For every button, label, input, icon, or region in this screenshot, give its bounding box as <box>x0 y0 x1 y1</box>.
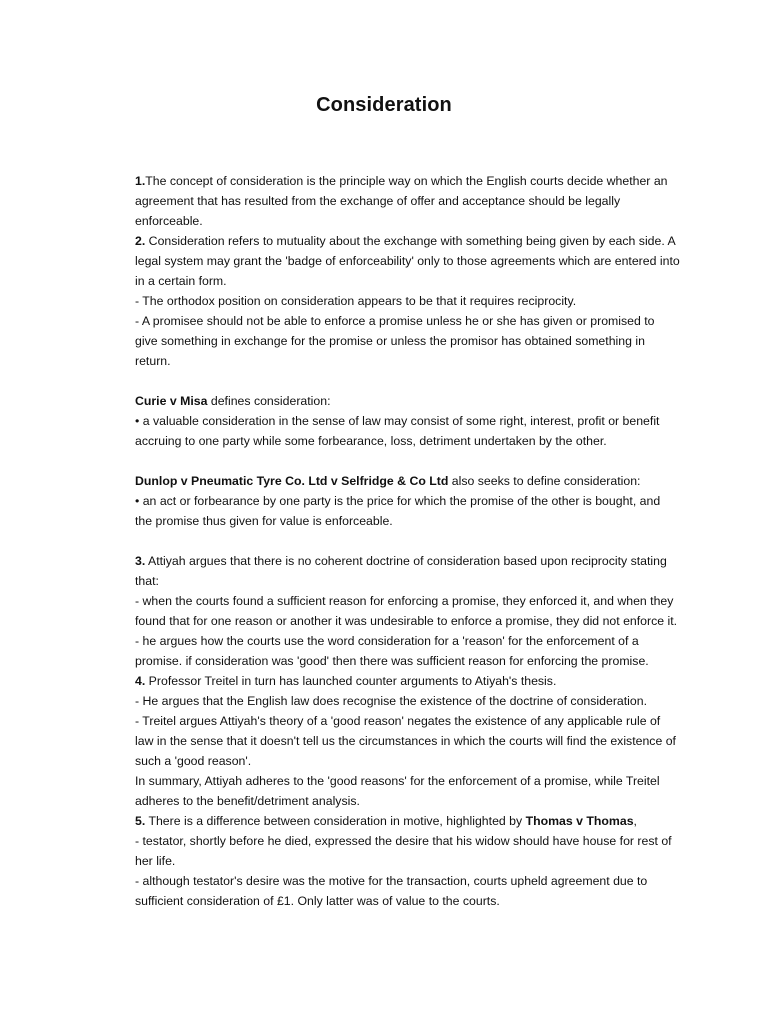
dash-line: - The orthodox position on consideration appears to be that it requires reciprocity. <box>135 294 577 308</box>
paragraph-2 <box>135 231 680 291</box>
paragraph-text: The concept of consideration is the principle way on which the English courts decide whether an agreement that has resulted from the exchange of offer and acceptance should be legally enforceable. <box>135 174 668 228</box>
case-name: Thomas v Thomas <box>525 814 634 828</box>
case-name: Dunlop v Pneumatic Tyre Co. Ltd v Selfridge & Co Ltd <box>135 474 449 488</box>
summary-line: In summary, Attiyah adheres to the 'good reasons' for the enforcement of a promise, while Treitel adheres to the benefit/detriment analysis. <box>135 774 660 808</box>
dash-line: - He argues that the English law does recognise the existence of the doctrine of consideration. <box>135 694 647 708</box>
paragraph-text: There is a difference between consideration in motive, highlighted by <box>145 814 526 828</box>
document-body <box>135 171 680 911</box>
paragraph-text-end: , <box>633 814 637 828</box>
curie-heading <box>135 391 680 411</box>
paragraph-3 <box>135 551 680 591</box>
bullet-line: • an act or forbearance by one party is the price for which the promise of the other is bought, and the promise thus given for value is enforceable. <box>135 494 661 528</box>
paragraph-number: 3. <box>135 554 146 568</box>
dash-line: - A promisee should not be able to enforce a promise unless he or she has given or promised to give something in exchange for the promise or unless the promisor has obtained something in return. <box>135 314 655 368</box>
paragraph-number: 2. <box>135 234 146 248</box>
paragraph-5 <box>135 811 680 831</box>
document-title: Consideration <box>316 94 452 116</box>
dunlop-heading <box>135 471 680 491</box>
dash-line: - Treitel argues Attiyah's theory of a 'good reason' negates the existence of any applicable rule of law in the sense that it doesn't tell us the circumstances in which the courts will find the existence of such a 'good reason'. <box>135 714 676 768</box>
bullet-line: • a valuable consideration in the sense of law may consist of some right, interest, profit or benefit accruing to one party while some forbearance, loss, detriment undertaken by the other. <box>135 414 660 448</box>
spacer <box>135 531 680 551</box>
spacer <box>135 451 680 471</box>
dash-line: - although testator's desire was the motive for the transaction, courts upheld agreement due to sufficient consideration of £1. Only latter was of value to the courts. <box>135 874 648 908</box>
heading-text: defines consideration: <box>207 394 331 408</box>
dash-line: - when the courts found a sufficient reason for enforcing a promise, they enforced it, and when they found that for one reason or another it was undesirable to enforce a promise, they did not enforce it. <box>135 594 678 628</box>
case-name: Curie v Misa <box>135 394 208 408</box>
paragraph-text: Professor Treitel in turn has launched counter arguments to Atiyah's thesis. <box>145 674 557 688</box>
paragraph-number: 5. <box>135 814 146 828</box>
paragraph-text: Attiyah argues that there is no coherent doctrine of consideration based upon reciprocity stating that: <box>135 554 667 588</box>
paragraph-text: Consideration refers to mutuality about the exchange with something being given by each side. A legal system may grant the 'badge of enforceability' only to those agreements which are entered into in a certain form. <box>135 234 680 288</box>
heading-text: also seeks to define consideration: <box>448 474 641 488</box>
paragraph-number: 4. <box>135 674 146 688</box>
paragraph-4 <box>135 671 680 691</box>
paragraph-1 <box>135 171 680 231</box>
dash-line: - he argues how the courts use the word consideration for a 'reason' for the enforcement of a promise. if consideration was 'good' then there was sufficient reason for enforcing the promise. <box>135 634 649 668</box>
dash-line: - testator, shortly before he died, expressed the desire that his widow should have house for rest of her life. <box>135 834 672 868</box>
paragraph-number: 1. <box>135 174 146 188</box>
spacer <box>135 371 680 391</box>
